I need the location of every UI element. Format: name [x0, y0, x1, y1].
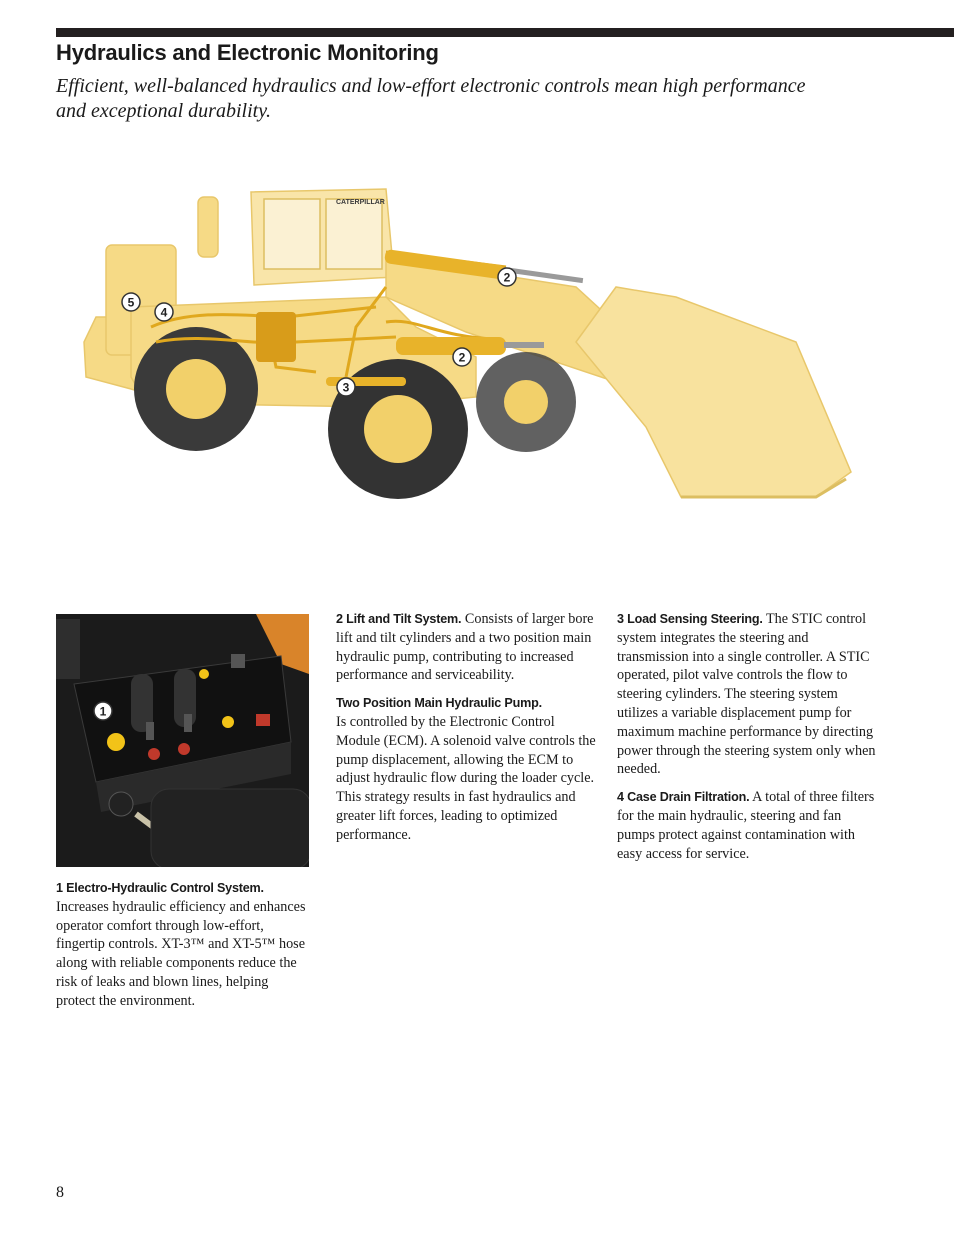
page-title: Hydraulics and Electronic Monitoring [56, 40, 439, 65]
section-steering-filtration [617, 610, 877, 872]
section-body: Increases hydraulic efficiency and enhances operator comfort through low-effort, fingertip controls. XT-3™ and XT-5™ hose along with reliable components reduce the risk of leaks and blown lines, helping protect the environment. [56, 898, 306, 1009]
wheel-loader-drawing [56, 167, 870, 567]
callout-2-lower [453, 348, 471, 366]
section-heading: 1 Electro-Hydraulic Control System. [56, 881, 264, 895]
page-subtitle: Efficient, well-balanced hydraulics and low-effort electronic controls mean high performance and exceptional durability. [56, 75, 806, 122]
section-lift-tilt [336, 610, 598, 854]
section-body: The STIC control system integrates the steering and transmission into a single controller. A STIC operated, pilot valve controls the flow to steering cylinders. The steering system utilizes a variable displacement pump for maximum machine performance by directing power through the steering system only when needed. [617, 611, 876, 778]
section-heading: Two Position Main Hydraulic Pump. [336, 696, 542, 711]
svg-text:4: 4 [160, 305, 168, 320]
svg-text:2: 2 [503, 270, 511, 285]
section-electro-hydraulic [56, 879, 306, 1020]
svg-text:2: 2 [458, 350, 466, 365]
callout-2-upper [498, 268, 516, 286]
section-heading: 4 Case Drain Filtration. [617, 790, 750, 805]
section-heading: 2 Lift and Tilt System. [336, 612, 462, 626]
callout-5 [122, 293, 140, 311]
svg-text:1: 1 [99, 704, 107, 719]
callout-3 [337, 378, 355, 396]
page-number: 8 [56, 1184, 64, 1201]
section-body: Is controlled by the Electronic Control Module (ECM). A solenoid valve controls the pump displacement, allowing the ECM to adjust hydraulic flow during the loader cycle. This strategy results in fast hydraulics and greater lift forces, leading to optimized performance. [336, 713, 596, 843]
control-panel-drawing [56, 614, 309, 867]
section-heading: 3 Load Sensing Steering. [617, 612, 763, 626]
svg-text:3: 3 [342, 380, 350, 395]
svg-text:5: 5 [127, 295, 135, 310]
brand-decal: CATERPILLAR [336, 199, 385, 206]
callout-1 [94, 702, 112, 720]
wheel-loader-illustration [56, 167, 870, 567]
section-body: A total of three filters for the main hydraulic, steering and fan pumps protect against contamination with easy access for service. [617, 789, 875, 862]
section-body: Consists of larger bore lift and tilt cylinders and a two position main hydraulic pump, contributing to increased performance and serviceability. [336, 611, 594, 684]
header-rule [56, 28, 954, 37]
callout-4 [155, 303, 173, 321]
control-panel-photo [56, 614, 309, 867]
